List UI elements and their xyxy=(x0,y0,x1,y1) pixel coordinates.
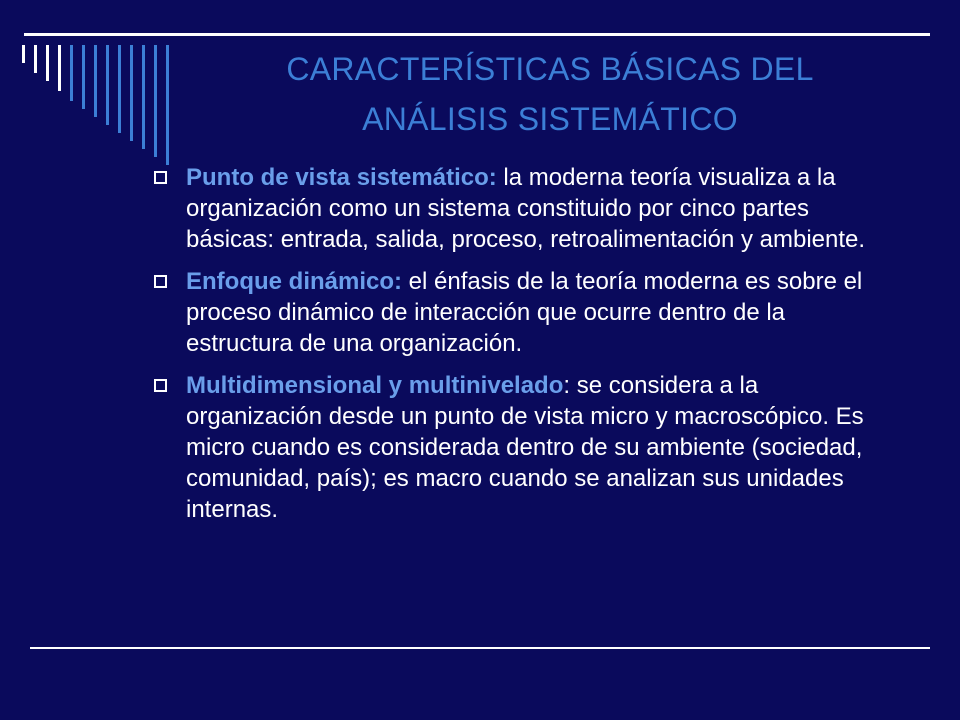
bullet-text: : se considera a la organización desde un punto de vista micro y macroscópico. Es micro cuando es considerada dentro de su ambiente (sociedad, comunidad, país); es macro cuando se analizan sus unidades internas. xyxy=(186,372,864,523)
bullet-term: Punto de vista sistemático: xyxy=(186,164,497,191)
slide-title xyxy=(150,44,950,144)
title-line-1: CARACTERÍSTICAS BÁSICAS DEL xyxy=(286,51,814,87)
bullet-item xyxy=(150,162,880,255)
bullet-term: Enfoque dinámico: xyxy=(186,268,402,295)
bullet-item xyxy=(150,370,880,525)
decorative-bar xyxy=(106,45,109,125)
bullet-term: Multidimensional y multinivelado xyxy=(186,372,564,399)
decorative-bar xyxy=(34,45,37,73)
top-rule xyxy=(24,33,930,36)
square-bullet-icon xyxy=(154,379,167,392)
bullet-list xyxy=(150,162,880,536)
bullet-text: el énfasis de la teoría moderna es sobre el proceso dinámico de interacción que ocurre dentro de la estructura de una organización. xyxy=(186,268,863,357)
decorative-bar xyxy=(58,45,61,91)
decorative-bar xyxy=(82,45,85,109)
square-bullet-icon xyxy=(154,171,167,184)
decorative-bar xyxy=(142,45,145,149)
decorative-bar xyxy=(118,45,121,133)
decorative-bar xyxy=(70,45,73,101)
bottom-rule xyxy=(30,647,930,649)
decorative-bar xyxy=(46,45,49,81)
decorative-bar xyxy=(130,45,133,141)
decorative-bar xyxy=(94,45,97,117)
square-bullet-icon xyxy=(154,275,167,288)
title-line-2: ANÁLISIS SISTEMÁTICO xyxy=(362,101,738,137)
bullet-text: la moderna teoría visualiza a la organización como un sistema constituido por cinco partes básicas: entrada, salida, proceso, retroalimentación y ambiente. xyxy=(186,164,866,253)
decorative-bar xyxy=(22,45,25,63)
bullet-item xyxy=(150,266,880,359)
